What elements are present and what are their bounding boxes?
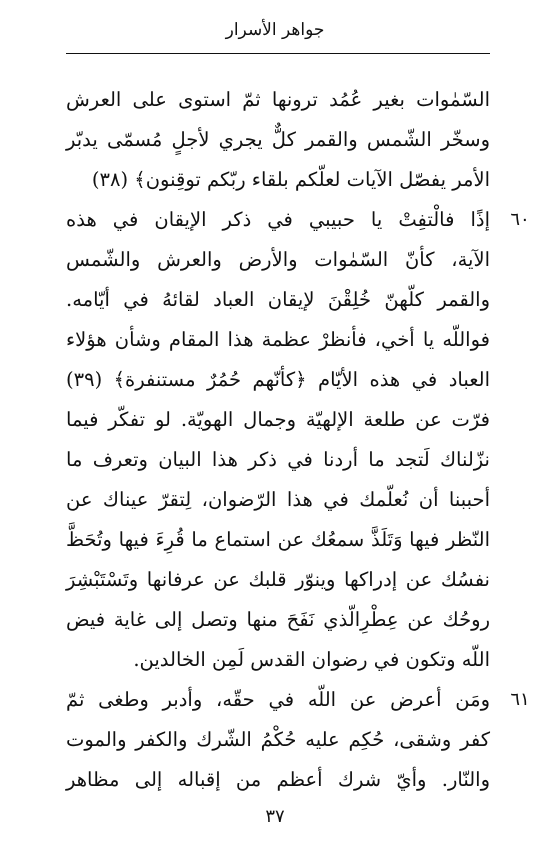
header-divider: [66, 53, 490, 54]
text-line: والقمر كلّهنّ خُلِقْنَ لإيقان العباد لقائهُ في أيّامه.: [66, 288, 490, 311]
text-line: النّظر فيها وَتَلَذَّ سمعُك عن استماع ما قُرِءَ فيها وتُحَظَّ: [66, 528, 490, 551]
text-line: العباد في هذه الأيّام ﴿كأنّهم حُمُرٌ مستنفرة﴾ (٣٩): [66, 368, 490, 391]
text-line: نزّلناك لَتجد ما أردنا في ذكر هذا البيان وتعرف ما: [66, 448, 490, 471]
page-number: ٣٧: [265, 806, 285, 827]
text-line: كفر وشقى، حُكِم عليه حُكْمُ الشّرك والكفر والموت: [66, 728, 490, 751]
paragraph-number: ٦١: [510, 689, 530, 710]
text-line: روحُك عن عِطْرِالّذي نَفَحَ منها وتصل إلى غاية فيض: [66, 608, 490, 631]
paragraph-number: ٦٠: [510, 209, 530, 230]
text-line: والنّار. وأيّ شرك أعظم من إقباله إلى مظاهر: [66, 768, 490, 791]
text-line: السّمٰوات بغير عُمُد ترونها ثمّ استوى على العرش: [66, 88, 490, 111]
text-line: اللّه وتكون في رضوان القدس لَمِن الخالدين.: [133, 648, 490, 671]
text-line: الأمر يفصّل الآيات لعلّكم بلقاء ربّكم توقِنون﴾ (٣٨): [91, 168, 490, 191]
text-line: فواللّه يا أخي، فأنظرْ عظمة هذا المقام وشأن هؤلاء: [66, 328, 490, 351]
text-line: أحببنا أن نُعلّمك في هذا الرّضوان، لِتقرّ عيناك عن: [66, 488, 490, 511]
text-line: وسخّر الشّمس والقمر كلٌّ يجري لأجلٍ مُسمّى يدبّر: [66, 128, 490, 151]
text-line: نفسُك عن إدراكها وينوّر قلبك عن عرفانها وتَسْتَبْشِرَ: [66, 568, 490, 591]
text-line: ومَن أعرض عن اللّه في حقّه، وأدبر وطغى ثمّ: [66, 688, 490, 711]
running-header-title: جواهر الأسرار: [225, 20, 325, 40]
text-line: إذًا فالْتفِتْ يا حبيبي في ذكر الإيقان في هذه: [66, 208, 490, 231]
text-line: فرّت عن طلعة الإلهيّة وجمال الهويّة. لو تفكّر فيما: [66, 408, 490, 431]
text-line: الآية، كأنّ السّمٰوات والأرض والعرش والشّمس: [66, 248, 490, 271]
